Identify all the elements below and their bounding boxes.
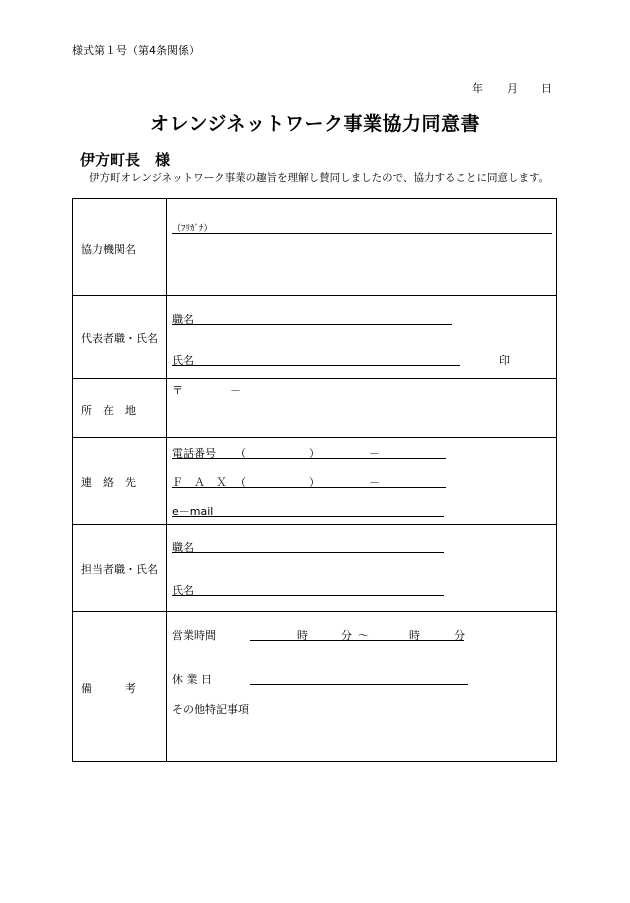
postal-mark: 〒: [172, 384, 183, 397]
staff-label: 担当者職・氏名: [81, 563, 158, 576]
representative-label: 代表者職・氏名: [81, 332, 158, 345]
fax-label: Ｆ Ａ Ｘ: [172, 476, 227, 489]
business-hours-line[interactable]: [250, 640, 464, 641]
row-divider: [73, 611, 556, 612]
seal-mark: 印: [499, 354, 510, 367]
date-month-label: 月: [507, 82, 518, 95]
form-table: [72, 198, 557, 762]
fax-dash: －: [369, 476, 380, 489]
rep-name-label: 氏名: [172, 354, 194, 367]
email-line[interactable]: [172, 516, 444, 517]
business-hours-label: 営業時間: [172, 629, 216, 642]
rep-title-line[interactable]: [172, 324, 452, 325]
email-label: e－mail: [172, 505, 214, 518]
row-divider: [73, 437, 556, 438]
fax-line[interactable]: [172, 487, 446, 488]
form-number: 様式第１号（第4条関係）: [72, 44, 200, 57]
row-divider: [73, 295, 556, 296]
hours-end-minute: 分: [454, 629, 465, 642]
phone-dash: －: [369, 447, 380, 460]
row-divider: [73, 378, 556, 379]
rep-name-line[interactable]: [172, 365, 460, 366]
staff-name-line[interactable]: [172, 595, 444, 596]
label-column-divider: [166, 199, 167, 761]
furigana-label: （ﾌﾘｶﾞﾅ）: [172, 224, 213, 234]
postal-dash: －: [230, 384, 241, 397]
other-notes-label: その他特記事項: [172, 703, 249, 716]
phone-paren-close: ）: [309, 447, 320, 460]
intro-statement: 伊方町オレンジネットワーク事業の趣旨を理解し賛同しましたので、協力することに同意します。: [89, 172, 550, 184]
row-divider: [73, 524, 556, 525]
hours-start-minute: 分: [341, 629, 352, 642]
staff-title-label: 職名: [172, 541, 194, 554]
hours-end-hour: 時: [409, 629, 420, 642]
remarks-label: 備 考: [81, 682, 136, 695]
hours-start-hour: 時: [297, 629, 308, 642]
phone-line[interactable]: [172, 458, 446, 459]
holiday-line[interactable]: [250, 684, 468, 685]
address-label: [81, 402, 159, 418]
fax-paren-open: （: [235, 476, 246, 489]
phone-label: 電話番号: [172, 447, 216, 460]
staff-name-label: 氏名: [172, 584, 194, 597]
holiday-label: 休 業 日: [172, 673, 212, 686]
date-year-label: 年: [472, 82, 483, 95]
phone-paren-open: （: [235, 447, 246, 460]
contact-label: 連 絡 先: [81, 476, 136, 489]
rep-title-label: 職名: [172, 313, 194, 326]
hours-tilde: ～: [358, 629, 369, 642]
org-name-label: 協力機関名: [81, 243, 136, 256]
staff-title-line[interactable]: [172, 552, 444, 553]
address-label-text: 所 在 地: [81, 404, 136, 417]
addressee: 伊方町長 様: [80, 151, 171, 169]
fax-paren-close: ）: [309, 476, 320, 489]
document-title: オレンジネットワーク事業協力同意書: [150, 113, 480, 135]
furigana-line[interactable]: [172, 233, 552, 234]
date-day-label: 日: [541, 82, 552, 95]
